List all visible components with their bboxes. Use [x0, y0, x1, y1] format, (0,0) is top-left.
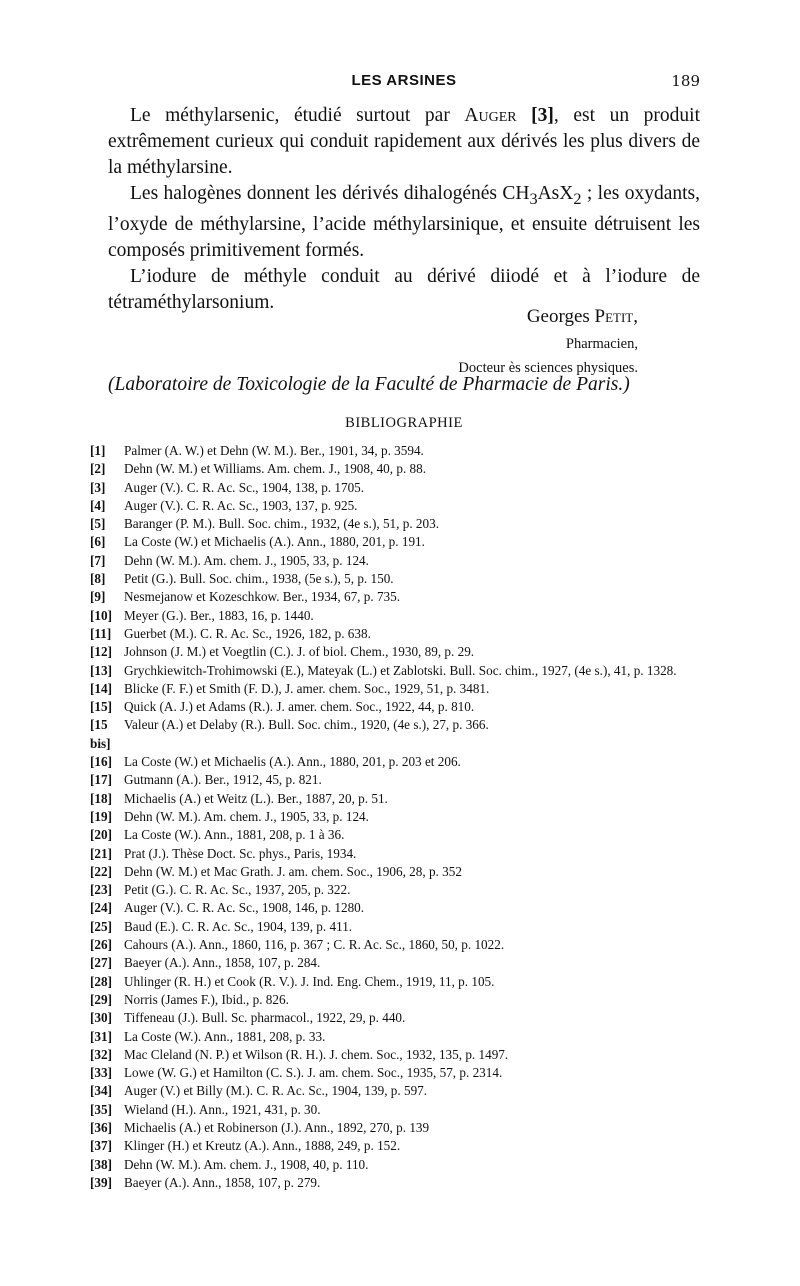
reference-number: [34] [90, 1083, 112, 1099]
reference-text: Auger (V.). C. R. Ac. Sc., 1903, 137, p. 925. [124, 497, 358, 513]
reference-text: Grychkiewitch-Trohimowski (E.), Mateyak (L.) et Zablotski. Bull. Soc. chim., 1927, (4e s.), 41, p. 1328. [124, 662, 677, 678]
bibliography-entry [90, 1156, 702, 1174]
reference-number: [32] [90, 1046, 112, 1062]
bibliography-entry [90, 1082, 702, 1100]
author-first-name: Georges [526, 306, 590, 327]
citation-ref: [3] [531, 105, 554, 126]
reference-text: Cahours (A.). Ann., 1860, 116, p. 367 ; C. R. Ac. Sc., 1860, 50, p. 1022. [124, 937, 505, 953]
reference-number: [20] [90, 827, 112, 843]
reference-number: [26] [90, 937, 112, 953]
reference-number: [10] [90, 607, 112, 623]
reference-text: Uhlinger (R. H.) et Cook (R. V.). J. Ind. Eng. Chem., 1919, 11, p. 105. [124, 973, 495, 989]
reference-number: [37] [90, 1138, 112, 1154]
reference-number: [4] [90, 497, 106, 513]
reference-text: Valeur (A.) et Delaby (R.). Bull. Soc. chim., 1920, (4e s.), 27, p. 366. [124, 717, 489, 733]
reference-text: La Coste (W.) et Michaelis (A.). Ann., 1880, 201, p. 203 et 206. [124, 754, 461, 770]
reference-number: [9] [90, 589, 106, 605]
laboratory-affiliation: (Laboratoire de Toxicologie de la Faculté de Pharmacie de Paris.) [108, 374, 630, 395]
signature [108, 300, 638, 378]
reference-text: Michaelis (A.) et Weitz (L.). Ber., 1887, 20, p. 51. [124, 790, 388, 806]
reference-number: [3] [90, 479, 106, 495]
reference-text: Wieland (H.). Ann., 1921, 431, p. 30. [124, 1101, 321, 1117]
reference-text: Auger (V.). C. R. Ac. Sc., 1908, 146, p. 1280. [124, 900, 365, 916]
bibliography-entry [90, 991, 702, 1009]
reference-number: [22] [90, 863, 112, 879]
reference-text: Johnson (J. M.) et Voegtlin (C.). J. of biol. Chem., 1930, 89, p. 29. [124, 644, 475, 660]
paragraph-2-start: Les halogènes donnent les dérivés dihalogénés CH [130, 183, 530, 204]
bibliography-entry [90, 1046, 702, 1064]
reference-text: Dehn (W. M.) et Mac Grath. J. am. chem. Soc., 1906, 28, p. 352 [124, 863, 462, 879]
reference-number: [17] [90, 772, 112, 788]
reference-number: [8] [90, 571, 106, 587]
bibliography-entry [90, 771, 702, 789]
reference-number: [18] [90, 790, 112, 806]
bibliography-entry [90, 826, 702, 844]
reference-text: Guerbet (M.). C. R. Ac. Sc., 1926, 182, p. 638. [124, 625, 371, 641]
reference-text: Dehn (W. M.). Am. chem. J., 1905, 33, p. 124. [124, 552, 369, 568]
reference-number: [5] [90, 516, 106, 532]
running-title: LES ARSINES [351, 72, 457, 89]
reference-number: [15] [90, 699, 112, 715]
paragraph-2-end: ; les oxydants, l’oxyde de méthylarsine, l’acide méthylarsinique, et ensuite détruisent les composés primitivement formés. [108, 183, 700, 261]
reference-number: [2] [90, 461, 106, 477]
reference-number: [13] [90, 662, 112, 678]
reference-text: Tiffeneau (J.). Bull. Sc. pharmacol., 1922, 29, p. 440. [124, 1010, 406, 1026]
bibliography-entry [90, 1174, 702, 1192]
reference-text: Baranger (P. M.). Bull. Soc. chim., 1932, (4e s.), 51, p. 203. [124, 516, 439, 532]
bibliography-entry [90, 552, 702, 570]
bibliography-entry [90, 442, 702, 460]
author-auger: Auger [464, 105, 517, 126]
author-role-2: Docteur ès sciences physiques. [458, 360, 638, 376]
bibliography-entry [90, 808, 702, 826]
reference-number: [35] [90, 1101, 112, 1117]
reference-number: [38] [90, 1156, 112, 1172]
bibliography-entry [90, 881, 702, 899]
reference-text: Nesmejanow et Kozeschkow. Ber., 1934, 67, p. 735. [124, 589, 401, 605]
reference-number: [21] [90, 845, 112, 861]
body-text [108, 103, 700, 316]
bibliography-entry [90, 1101, 702, 1119]
reference-number: [14] [90, 680, 112, 696]
reference-number: [19] [90, 808, 112, 824]
reference-number: [29] [90, 991, 112, 1007]
paragraph-1 [108, 103, 700, 181]
reference-text: Dehn (W. M.). Am. chem. J., 1905, 33, p. 124. [124, 808, 369, 824]
bibliography-entry [90, 716, 702, 753]
reference-number: [36] [90, 1119, 112, 1135]
reference-number: [24] [90, 900, 112, 916]
reference-text: Meyer (G.). Ber., 1883, 16, p. 1440. [124, 607, 314, 623]
reference-number: [23] [90, 882, 112, 898]
reference-text: Klinger (H.) et Kreutz (A.). Ann., 1888, 249, p. 152. [124, 1138, 401, 1154]
reference-text: La Coste (W.) et Michaelis (A.). Ann., 1880, 201, p. 191. [124, 534, 425, 550]
reference-number: [7] [90, 552, 106, 568]
bibliography-entry [90, 1064, 702, 1082]
bibliography-entry [90, 643, 702, 661]
bibliography-entry [90, 497, 702, 515]
bibliography-entry [90, 863, 702, 881]
bibliography-entry [90, 588, 702, 606]
reference-text: Dehn (W. M.). Am. chem. J., 1908, 40, p. 110. [124, 1156, 369, 1172]
paragraph-2 [108, 181, 700, 264]
reference-text: Auger (V.). C. R. Ac. Sc., 1904, 138, p. 1705. [124, 479, 365, 495]
reference-number: [30] [90, 1010, 112, 1026]
bibliography-entry [90, 973, 702, 991]
reference-number: [15 bis] [90, 717, 111, 751]
reference-text: La Coste (W.). Ann., 1881, 208, p. 1 à 36. [124, 827, 345, 843]
reference-text: Blicke (F. F.) et Smith (F. D.), J. amer. chem. Soc., 1929, 51, p. 3481. [124, 680, 490, 696]
bibliography-entry [90, 1119, 702, 1137]
bibliography-entry [90, 790, 702, 808]
bibliography-entry [90, 570, 702, 588]
paragraph-1-end: , est un produit extrêmement curieux qui conduit rapidement aux dérivés les plus divers de la méthylarsine. [108, 105, 701, 178]
reference-number: [33] [90, 1065, 112, 1081]
reference-text: Petit (G.). C. R. Ac. Sc., 1937, 205, p. 322. [124, 882, 351, 898]
reference-text: Mac Cleland (N. P.) et Wilson (R. H.). J. chem. Soc., 1932, 135, p. 1497. [124, 1046, 509, 1062]
reference-number: [16] [90, 754, 112, 770]
reference-number: [39] [90, 1174, 112, 1190]
reference-text: Norris (James F.), Ibid., p. 826. [124, 991, 289, 1007]
paragraph-3: L’iodure de méthyle conduit au dérivé diiodé et à l’iodure de tétraméthylarsonium. [108, 265, 700, 313]
bibliography-entry [90, 1137, 702, 1155]
bibliography-list [90, 442, 702, 1192]
author-role-1: Pharmacien, [565, 336, 638, 352]
reference-number: [25] [90, 918, 112, 934]
reference-text: Palmer (A. W.) et Dehn (W. M.). Ber., 1901, 34, p. 3594. [124, 443, 424, 458]
reference-number: [12] [90, 644, 112, 660]
formula-mid: AsX [537, 183, 574, 204]
bibliography-entry [90, 460, 702, 478]
author-last-name: Petit [594, 306, 634, 327]
reference-text: Baeyer (A.). Ann., 1858, 107, p. 279. [124, 1174, 321, 1190]
reference-number: [28] [90, 973, 112, 989]
reference-text: Lowe (W. G.) et Hamilton (C. S.). J. am. chem. Soc., 1935, 57, p. 2314. [124, 1065, 503, 1081]
page-number: 189 [671, 72, 700, 90]
reference-text: Dehn (W. M.) et Williams. Am. chem. J., 1908, 40, p. 88. [124, 461, 427, 477]
reference-text: Baud (E.). C. R. Ac. Sc., 1904, 139, p. 411. [124, 918, 353, 934]
bibliography-title: BIBLIOGRAPHIE [345, 415, 463, 431]
reference-text: Quick (A. J.) et Adams (R.). J. amer. chem. Soc., 1922, 44, p. 810. [124, 699, 475, 715]
bibliography-entry [90, 625, 702, 643]
author-name: Georges Petit, [526, 306, 638, 327]
running-header [108, 72, 700, 92]
formula-subscript-1: 3 [529, 189, 538, 208]
reference-text: Gutmann (A.). Ber., 1912, 45, p. 821. [124, 772, 322, 788]
formula-subscript-2: 2 [573, 189, 582, 208]
bibliography-entry [90, 533, 702, 551]
reference-text: Prat (J.). Thèse Doct. Sc. phys., Paris, 1934. [124, 845, 357, 861]
bibliography-entry [90, 1028, 702, 1046]
bibliography-entry [90, 753, 702, 771]
reference-text: Michaelis (A.) et Robinerson (J.). Ann., 1892, 270, p. 139 [124, 1119, 430, 1135]
bibliography-entry [90, 918, 702, 936]
reference-text: Petit (G.). Bull. Soc. chim., 1938, (5e s.), 5, p. 150. [124, 571, 394, 587]
reference-text: Auger (V.) et Billy (M.). C. R. Ac. Sc., 1904, 139, p. 597. [124, 1083, 428, 1099]
bibliography-entry [90, 662, 702, 680]
bibliography-entry [90, 698, 702, 716]
reference-number: [11] [90, 625, 112, 641]
reference-number: [31] [90, 1028, 112, 1044]
bibliography-entry [90, 954, 702, 972]
bibliography-entry [90, 479, 702, 497]
bibliography-entry [90, 936, 702, 954]
bibliography-entry [90, 515, 702, 533]
reference-text: Baeyer (A.). Ann., 1858, 107, p. 284. [124, 955, 321, 971]
reference-number: [27] [90, 955, 112, 971]
bibliography-entry [90, 899, 702, 917]
paragraph-1-start: Le méthylarsenic, étudié surtout par [130, 105, 450, 126]
bibliography-entry [90, 845, 702, 863]
reference-text: La Coste (W.). Ann., 1881, 208, p. 33. [124, 1028, 326, 1044]
bibliography-entry [90, 1009, 702, 1027]
bibliography-entry [90, 680, 702, 698]
reference-number: [6] [90, 534, 106, 550]
bibliography-entry [90, 607, 702, 625]
reference-number: [1] [90, 443, 106, 458]
